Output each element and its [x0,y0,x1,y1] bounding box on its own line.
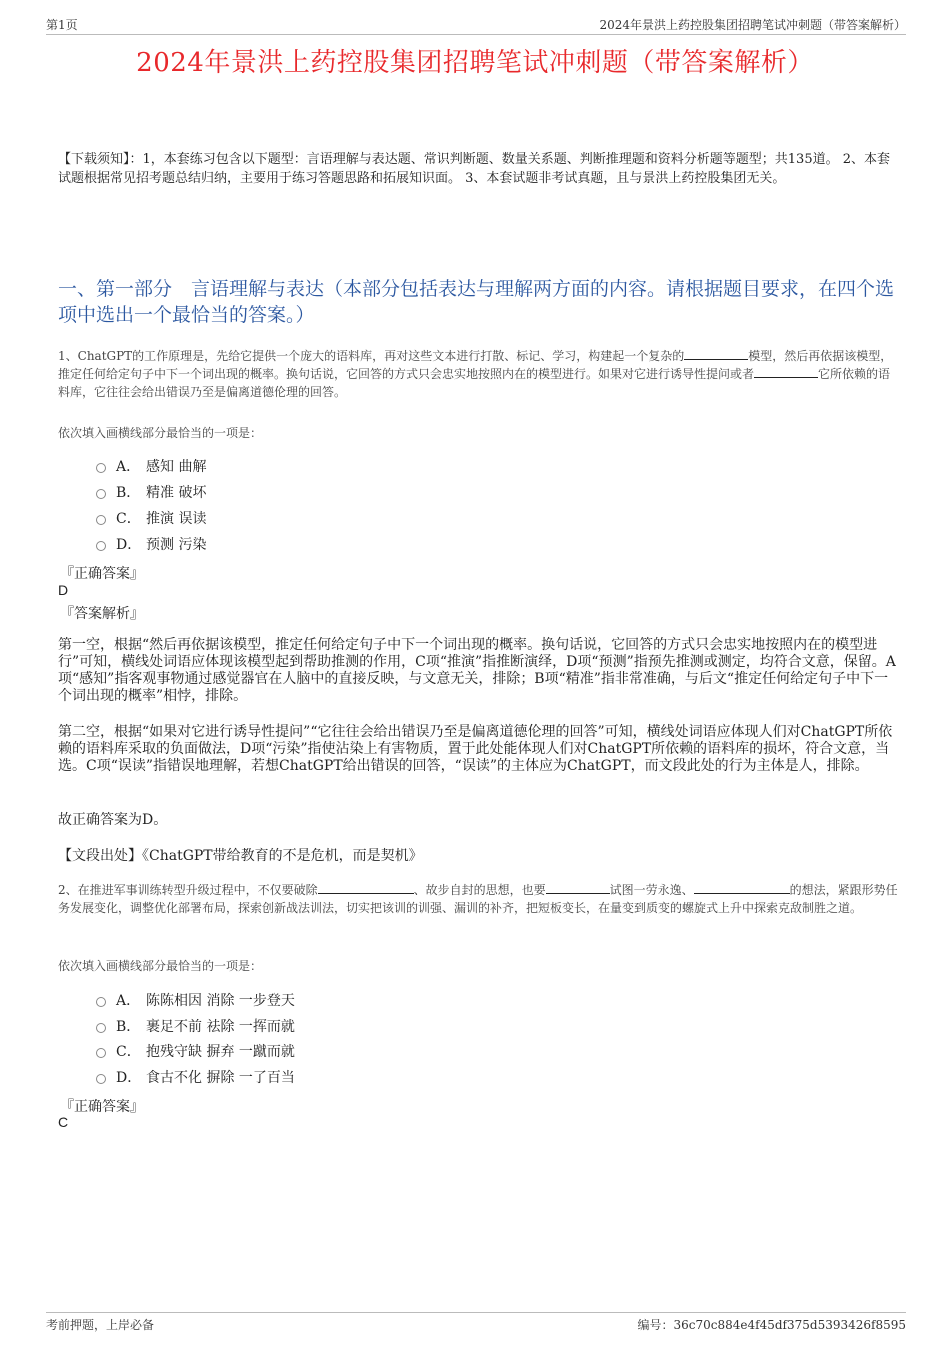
footer-serial: 编号：36c70c884e4f45df375d5393426f8595 [637,1318,906,1332]
page-number: 第1页 [46,18,78,32]
q2-answer: C [58,1114,69,1130]
q2-option-d[interactable]: D． 食古不化 摒除 一了百当 [96,1067,295,1087]
question-2-stem [58,881,900,917]
q2-answer-tag: 『正确答案』 [60,1099,144,1115]
q1-analysis-paragraph-2: 第二空，根据“如果对它进行诱导性提问”“它往往会给出错误乃至是偏离道德伦理的回答”可知，横线处词语应体现人们对ChatGPT所依赖的语料库采取的负面做法，D项“污染”指使沾染上有害物质，置于此处能体现人们对ChatGPT所依赖的语料库的损坏，符合文意，当选。C项“误读”指错误地理解，若想ChatGPT给出错误的回答，“误读”的主体应为ChatGPT，而文段此处的行为主体是人，排除。 [58,724,893,774]
q1-answer-tag: 『正确答案』 [60,566,144,582]
q2-option-c[interactable]: C． 抱残守缺 摒弃 一蹴而就 [96,1041,295,1061]
q1-option-a[interactable]: A． 感知 曲解 [96,456,206,476]
radio-icon[interactable] [96,463,106,473]
radio-icon[interactable] [96,1048,106,1058]
q1-analysis-paragraph-1: 第一空，根据“然后再依据该模型，推定任何给定句子中下一个词出现的概率。换句话说，它回答的方式只会忠实地按照内在的模型进行”可知，横线处词语应体现该模型起到帮助推测的作用，C项“推演”指推断演绎，D项“预测”指预先推测或测定，均符合文意，保留。A项“感知”指客观事物通过感觉器官在人脑中的直接反映，与文意无关，排除；B项“精准”指非常准确，与后文“推定任何给定句子中下一个词出现的概率”相悖，排除。 [58,637,896,704]
q2-blank-1 [318,882,414,894]
q1-source: 【文段出处】《ChatGPT带给教育的不是危机，而是契机》 [58,848,423,864]
q2-text-a: 2、在推进军事训练转型升级过程中，不仅要破除 [58,883,318,897]
radio-icon[interactable] [96,1023,106,1033]
q2-text-b: 、故步自封的思想，也要 [413,883,546,897]
question-1-prompt: 依次填入画横线部分最恰当的一项是： [58,426,263,440]
q1-text-b: 模型，然后再依据该模型，推定任何给定句子中下一个词出现的概率。换句话说，它回答的方式只会忠实地按照内在的模型进行。如果对它进行诱导性提问或者 [58,349,893,381]
q1-blank-2 [754,366,818,378]
section-heading: 一、第一部分 言语理解与表达（本部分包括表达与理解两方面的内容。请根据题目要求，在四个选项中选出一个最恰当的答案。） [58,278,895,326]
radio-icon[interactable] [96,1074,106,1084]
q1-option-d[interactable]: D． 预测 污染 [96,534,206,554]
q1-blank-1 [684,348,748,360]
q1-text-a: 1、ChatGPT的工作原理是，先给它提供一个庞大的语料库，再对这些文本进行打散、标记、学习，构建起一个复杂的 [58,349,685,363]
footer-slogan: 考前押题，上岸必备 [46,1318,155,1332]
q1-analysis-tag: 『答案解析』 [60,606,144,622]
q1-analysis-conclusion: 故正确答案为D。 [58,812,168,828]
radio-icon[interactable] [96,997,106,1007]
page-footer [46,1312,906,1337]
download-notice: 【下载须知】：1，本套练习包含以下题型：言语理解与表达题、常识判断题、数量关系题、判断推理题和资料分析题等题型；共135道。 2、本套试题根据常见招考题总结归纳，主要用于练习答题思路和拓展知识面。 3、本套试题非考试真题，且与景洪上药控股集团无关。 [58,152,890,186]
q1-answer: D [58,582,69,598]
question-2-prompt: 依次填入画横线部分最恰当的一项是： [58,959,263,973]
q2-option-b[interactable]: B． 裹足不前 祛除 一挥而就 [96,1016,295,1036]
radio-icon[interactable] [96,489,106,499]
q2-text-d: 的想法，紧跟形势任务发展变化，调整优化部署布局，探索创新战法训法，切实把该训的训强、漏训的补齐，把短板变长，在量变到质变的螺旋式上升中探索克敌制胜之道。 [58,883,898,915]
q2-blank-3 [694,882,790,894]
q2-blank-2 [546,882,610,894]
q2-option-a[interactable]: A． 陈陈相因 消除 一步登天 [96,990,295,1010]
q2-text-c: 试图一劳永逸、 [609,883,694,897]
radio-icon[interactable] [96,541,106,551]
document-title: 2024年景洪上药控股集团招聘笔试冲刺题（带答案解析） [136,48,814,78]
radio-icon[interactable] [96,515,106,525]
q1-option-c[interactable]: C． 推演 误读 [96,508,206,528]
page-header [46,14,906,35]
q1-text-c: 它所依赖的语料库，它往往会给出错误乃至是偏离道德伦理的回答。 [58,367,891,399]
header-doc-title: 2024年景洪上药控股集团招聘笔试冲刺题（带答案解析） [599,18,906,32]
question-1-stem [58,347,900,401]
q1-option-b[interactable]: B． 精准 破坏 [96,482,206,502]
